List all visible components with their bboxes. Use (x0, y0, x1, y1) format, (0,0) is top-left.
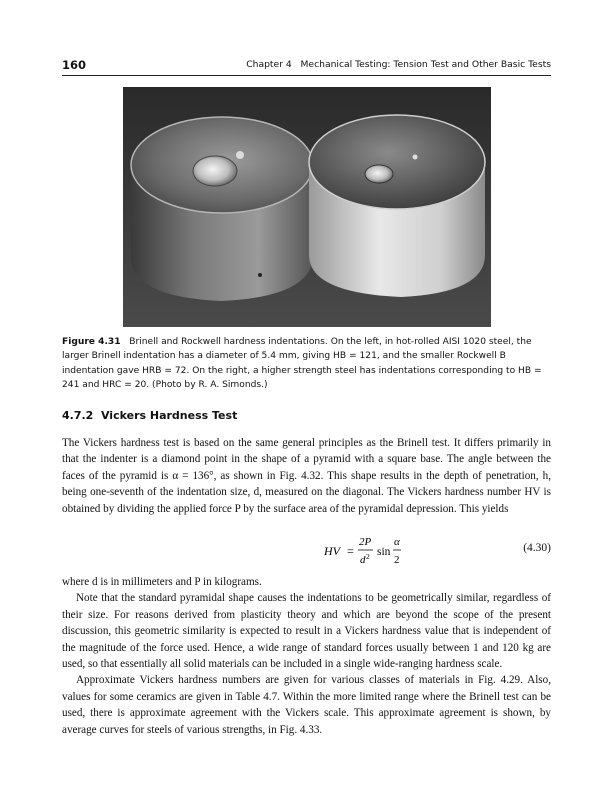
section-heading: 4.7.2 Vickers Hardness Test (62, 409, 238, 422)
page-number: 160 (62, 58, 87, 72)
paragraph-group (62, 574, 551, 738)
hardness-indentation-photo (123, 87, 491, 327)
figure-caption-text: Brinell and Rockwell hardness indentations. On the left, in hot-rolled AISI 1020 steel, the larger Brinell indentation has a diameter of 5.4 mm, giving HB = 121, and the smaller Rockwell B indentation gave HRB = 72. On the right, a higher strength steel has indentations corresponding to HB = 241 and HRC = 20. (Photo by R. A. Simonds.) (62, 337, 542, 390)
equation-4-30 (62, 530, 551, 570)
paragraph-4: Approximate Vickers hardness numbers are given for various classes of materials in Fig. 4.29. Also, values for some ceramics are given in Table 4.7. Within the more limited range where the Brinell test can be used, there is approximate agreement with the Vickers scale. This approximate agreement is shown, by average curves for steels of various strengths, in Fig. 4.33. (62, 674, 551, 736)
equation-body (324, 533, 404, 569)
paragraph-1: The Vickers hardness test is based on the same general principles as the Brinell test. It differs primarily in that the indenter is a diamond point in the shape of a pyramid with a square base. The angle between the faces of the pyramid is α = 136°, as shown in Fig. 4.32. This shape results in the depth of penetration, h, being one-seventh of the indentation size, d, measured on the diagonal. The Vickers hardness number HV is obtained by dividing the applied force P by the surface area of the pyramidal depression. This yields (62, 437, 551, 515)
eq-denominator: d (360, 554, 366, 566)
paragraph-3: Note that the standard pyramidal shape causes the indentations to be geometrically similar, regardless of their size. For reasons derived from plasticity theory and which are beyond the scope of the present discussion, this geometric similarity is expected to result in a Vickers hardness value that is independent of the magnitude of the force used. Hence, a wide range of standard forces usually between 1 and 120 kg are used, so that essentially all solid materials can be included in a single wide-ranging hardness scale. (62, 592, 551, 671)
header-rule (62, 75, 551, 76)
running-header (62, 58, 551, 76)
eq-sin: sin (377, 546, 391, 558)
eq-angle-numerator: α (394, 536, 400, 548)
eq-angle-denominator: 2 (394, 554, 400, 566)
eq-denominator-exponent: 2 (366, 552, 370, 561)
eq-numerator: 2P (359, 536, 372, 548)
figure-caption (62, 335, 551, 392)
equation-number: (4.30) (523, 542, 551, 554)
figure-label: Figure 4.31 (62, 337, 121, 347)
paragraph-2: where d is in millimeters and P in kilograms. (62, 576, 262, 588)
running-title: Chapter 4 Mechanical Testing: Tension Test and Other Basic Tests (246, 59, 551, 70)
paragraph-intro (62, 435, 551, 517)
eq-lhs: HV (324, 544, 340, 558)
eq-equals: = (347, 544, 354, 558)
